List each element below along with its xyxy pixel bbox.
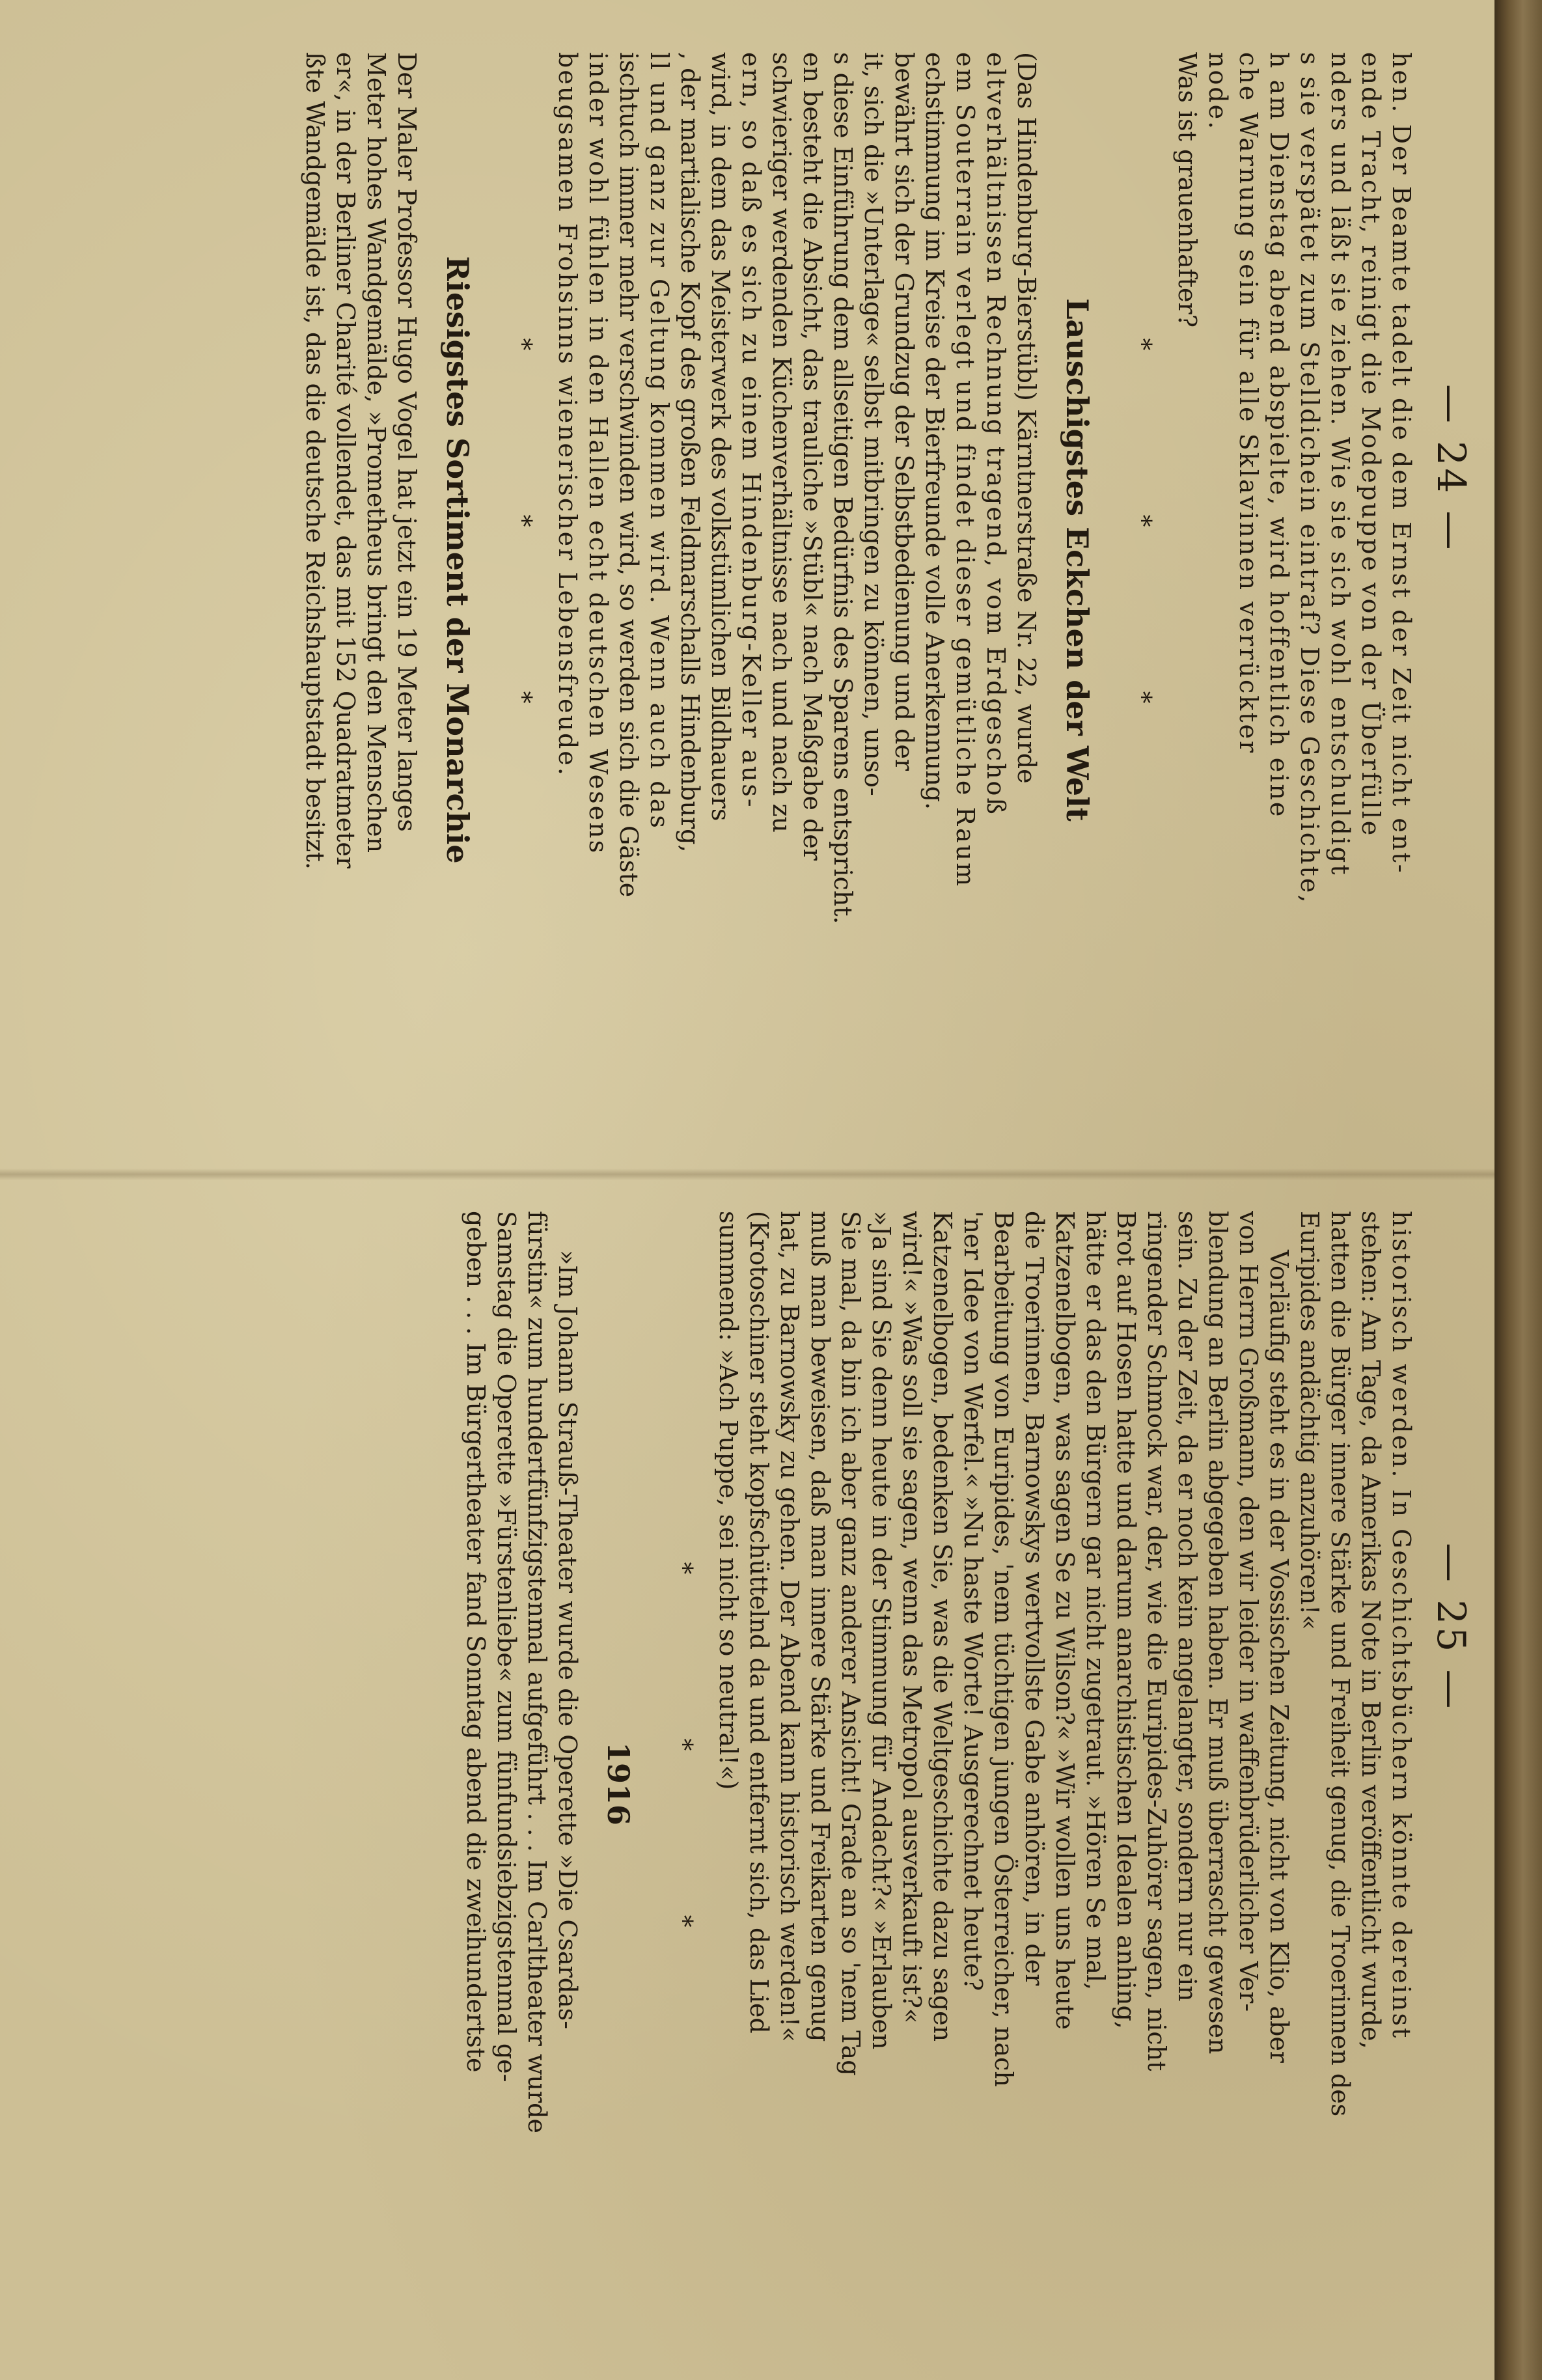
section-separator-stars: * * *: [1128, 338, 1157, 782]
text-line: beugsamen Frohsinns wienerischer Lebensfreude.: [553, 52, 582, 777]
text-line: 'ner Idee von Werfel.« »Nu haste Worte! Ausgerechnet heute?: [959, 1211, 987, 1991]
text-line: Sie mal, da bin ich aber ganz anderer Ansicht! Grade an so 'nem Tag: [836, 1211, 865, 2076]
text-line: historisch werden. In Geschichtsbüchern könnte dereinst: [1387, 1211, 1416, 2040]
text-line: er«, in der Berliner Charité vollendet, das mit 152 Quadratmeter: [331, 52, 360, 868]
page-number-24: — 24 —: [1428, 384, 1474, 553]
text-line: hen. Der Beamte tadelt die dem Ernst der Zeit nicht ent-: [1387, 52, 1416, 875]
text-line: nders und läßt sie ziehen. Wie sie sich wohl entschuldigt: [1326, 52, 1355, 877]
text-line: geben . . . Im Bürgertheater fand Sonntag abend die zweihundertste: [461, 1211, 490, 2073]
text-line: s diese Einführung dem allseitigen Bedürfnis des Sparens entspricht.: [829, 52, 857, 924]
text-line: Samstag die Operette »Fürstenliebe« zum fünfundsiebzigstenmal ge-: [492, 1211, 521, 2082]
text-line: ende Tracht, reinigt die Modepuppe von der Überfülle: [1356, 52, 1385, 838]
text-line: ßte Wandgemälde ist, das die deutsche Reichshauptstadt besitzt.: [301, 52, 329, 870]
text-line: stehen: Am Tage, da Amerikas Note in Berlin veröffentlicht wurde,: [1356, 1211, 1385, 2049]
text-line: die Troerinnen, Barnowskys wertvollste Gabe anhören, in der: [1020, 1211, 1049, 1986]
text-line: blendung an Berlin abgegeben haben. Er muß überrascht gewesen: [1204, 1211, 1232, 2055]
page-25-paragraph-2: [713, 1211, 1294, 2357]
text-line: Brot auf Hosen hatte und darum anarchistischen Idealen anhing,: [1112, 1211, 1140, 2029]
text-line: che Warnung sein für alle Sklavinnen verrückter: [1234, 52, 1263, 755]
text-line: em Souterrain verlegt und findet dieser gemütliche Raum: [951, 52, 980, 889]
page-24-paragraph: [1172, 52, 1416, 1068]
text-line: s sie verspätet zum Stelldichein eintraf? Diese Geschichte,: [1295, 52, 1324, 905]
section-separator-stars: * * *: [669, 1562, 698, 2006]
text-line: hat, zu Barnowsky zu gehen. Der Abend kann historisch werden!«: [775, 1211, 804, 2042]
text-line: hätte er das den Bürgern gar nicht zugetraut. »Hören Se mal,: [1081, 1211, 1110, 1991]
text-line: (Das Hindenburg-Bierstübl) Kärntnerstraße Nr. 22, wurde: [1012, 52, 1041, 784]
text-line: echstimmung im Kreise der Bierfreunde volle Anerkennung.: [920, 52, 949, 810]
page-25-paragraph-1: [1294, 1211, 1416, 2357]
text-line: wird!« »Was soll sie sagen, wenn das Metropol ausverkauft ist?«: [898, 1211, 926, 2024]
text-line: Vorläufig steht es in der Vossischen Zeitung, nicht von Klio, aber: [1265, 1250, 1293, 2063]
text-line: Katzenelbogen, was sagen Se zu Wilson?« »Wir wollen uns heute: [1051, 1211, 1079, 2030]
text-line: eltverhältnissen Rechnung tragend, vom Erdgeschoß: [982, 52, 1010, 816]
page-number-25: — 25 —: [1428, 1543, 1474, 1711]
text-line: muß man beweisen, daß man innere Stärke und Freikarten genug: [806, 1211, 834, 2042]
text-line: Euripides andächtig anzuhören!«: [1295, 1211, 1324, 1630]
page-25-column: [4, 1211, 1455, 2357]
text-line: ll und ganz zur Geltung kommen wird. Wenn auch das: [645, 52, 674, 830]
book-spine-edge: [1494, 0, 1542, 2380]
text-line: sein. Zu der Zeit, da er noch kein angelangter, sondern nur ein: [1173, 1211, 1202, 2002]
text-line: schwieriger werdenden Küchenverhältnisse nach und nach zu: [767, 52, 796, 833]
text-line: »Ja sind Sie denn heute in der Stimmung für Andacht?« »Erlauben: [867, 1211, 896, 2050]
text-line: (Krotoschiner steht kopfschüttelnd da und entfernt sich, das Lied: [745, 1211, 773, 2034]
text-line: hatten die Bürger innere Stärke und Freiheit genug, die Troerinnen des: [1326, 1211, 1355, 2117]
text-line: Bearbeitung von Euripides, 'nem tüchtigen jungen Österreicher, nach: [989, 1211, 1018, 2087]
text-line: inder wohl fühlen in den Hallen echt deutschen Wesens: [584, 52, 613, 855]
section-separator-stars: * * *: [508, 338, 537, 782]
section-heading-1916: 1916: [601, 1741, 636, 1826]
text-line: wird, in dem das Meisterwerk des volkstümlichen Bildhauers: [706, 52, 735, 822]
text-line: Der Maler Professor Hugo Vogel hat jetzt ein 19 Meter langes: [392, 52, 421, 832]
text-line: , der martialische Kopf des großen Feldmarschalls Hindenburg,: [676, 52, 704, 853]
text-line: Katzenelbogen, bedenken Sie, was die Weltgeschichte dazu sagen: [928, 1211, 957, 2042]
text-line: fürstin« zum hundertfünfzigstenmal aufgeführt . . . Im Carltheater wurde: [523, 1211, 551, 2133]
text-line: »Im Johann Strauß-Theater wurde die Operette »Die Csardas-: [553, 1250, 582, 2030]
text-line: bewährt sich der Grundzug der Selbstbedienung und der: [890, 52, 918, 771]
section-1916-body: [460, 1211, 583, 2357]
text-line: ischtuch immer mehr verschwinden wird, so werden sich die Gäste: [614, 52, 643, 898]
section-lauschigstes-body: [552, 52, 1041, 1068]
text-line: von Herrn Großmann, den wir leider in waffenbrüderlicher Ver-: [1234, 1211, 1263, 2012]
text-line: it, sich die »Unterlage« selbst mitbringen zu können, unso-: [859, 52, 888, 796]
text-line: ringender Schmock war, der, wie die Euripides-Zuhörer sagen, nicht: [1142, 1211, 1171, 2071]
text-line: h am Dienstag abend abspielte, wird hoffentlich eine: [1265, 52, 1293, 819]
section-heading-lauschigstes: Lauschigstes Eckchen der Welt: [1060, 298, 1095, 822]
text-line: Was ist grauenhafter?: [1173, 52, 1202, 328]
text-line: summend: »Ach Puppe, sei nicht so neutral!«): [714, 1211, 743, 1790]
section-heading-riesigstes: Riesigstes Sortiment der Monarchie: [440, 256, 475, 864]
text-line: ern, so daß es sich zu einem Hindenburg-Keller aus-: [737, 52, 765, 809]
page-24-column: [4, 52, 1455, 1068]
text-line: Meter hohes Wandgemälde, »Prometheus bringt den Menschen: [362, 52, 391, 853]
text-line: en besteht die Absicht, das trauliche »Stübl« nach Maßgabe der: [798, 52, 827, 861]
text-line: node.: [1204, 52, 1232, 131]
section-riesigstes-body: [299, 52, 422, 1068]
